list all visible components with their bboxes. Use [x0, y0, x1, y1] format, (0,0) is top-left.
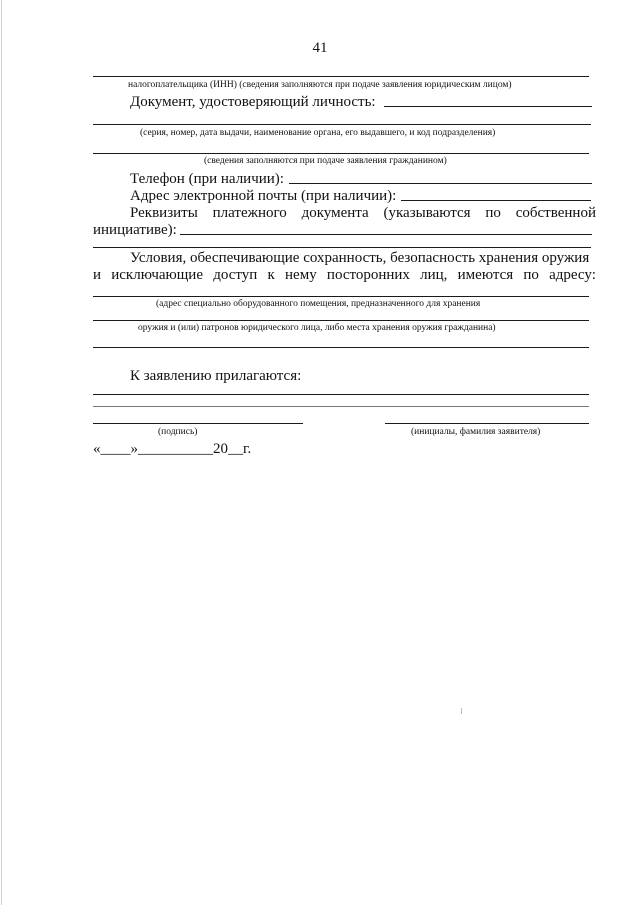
conditions-word: адресу:	[549, 267, 596, 283]
attachments-field-line[interactable]	[93, 394, 589, 395]
conditions-line2	[93, 267, 596, 284]
conditions-word: нему	[285, 267, 317, 283]
payment-word: по	[485, 205, 501, 221]
conditions-word: к	[267, 267, 275, 283]
page-edge	[1, 0, 2, 905]
conditions-word: лиц,	[420, 267, 448, 283]
attachments-label: К заявлению прилагаются:	[130, 368, 302, 384]
phone-field-line[interactable]	[289, 183, 592, 184]
payment-word: документа	[301, 205, 369, 221]
inn-field-line[interactable]	[93, 76, 589, 77]
citizen-caption: (сведения заполняются при подаче заявления гражданином)	[204, 156, 447, 166]
conditions-word: по	[523, 267, 539, 283]
identity-doc-field-line-2[interactable]	[93, 124, 591, 125]
date-line[interactable]: «____»__________20__г.	[93, 441, 252, 457]
email-field-line[interactable]	[401, 200, 591, 201]
conditions-line1: Условия, обеспечивающие сохранность, безопасность хранения оружия	[130, 250, 590, 266]
payment-label-line1	[130, 205, 596, 222]
inn-caption: налогоплательщика (ИНН) (сведения заполняются при подаче заявления юридическим лицом)	[128, 80, 512, 90]
payment-word: собственной	[515, 205, 596, 221]
scan-speck	[461, 708, 462, 714]
storage-address-field-line[interactable]	[93, 296, 589, 297]
citizen-field-line[interactable]	[93, 153, 589, 154]
storage-caption-2: оружия и (или) патронов юридического лица, либо места хранения оружия гражданина)	[138, 323, 496, 333]
storage-caption-1: (адрес специально оборудованного помещения, предназначенного для хранения	[156, 299, 481, 309]
page-number: 41	[312, 40, 328, 56]
conditions-word: и	[93, 267, 102, 283]
conditions-word: доступ	[213, 267, 258, 283]
payment-word: платежного	[212, 205, 287, 221]
storage-address-field-line-2[interactable]	[93, 320, 589, 321]
conditions-word: имеются	[457, 267, 514, 283]
payment-label-line2: инициативе):	[93, 222, 177, 238]
storage-address-field-line-3[interactable]	[93, 347, 589, 348]
attachments-field-line-2[interactable]	[93, 406, 589, 407]
payment-field-line-2[interactable]	[93, 247, 591, 248]
phone-label: Телефон (при наличии):	[130, 171, 284, 187]
identity-doc-label: Документ, удостоверяющий личность:	[130, 94, 376, 110]
name-field-line[interactable]	[385, 423, 589, 424]
conditions-word: посторонних	[326, 267, 410, 283]
signature-caption: (подпись)	[158, 427, 198, 437]
identity-doc-field-line[interactable]	[384, 106, 592, 107]
payment-field-line[interactable]	[180, 234, 592, 235]
payment-word: Реквизиты	[130, 205, 198, 221]
payment-word: (указываются	[383, 205, 471, 221]
signature-field-line[interactable]	[93, 423, 303, 424]
conditions-word: исключающие	[111, 267, 203, 283]
email-label: Адрес электронной почты (при наличии):	[130, 188, 397, 204]
name-caption: (инициалы, фамилия заявителя)	[411, 427, 541, 437]
identity-doc-caption: (серия, номер, дата выдачи, наименование органа, его выдавшего, и код подразделения)	[140, 128, 496, 138]
